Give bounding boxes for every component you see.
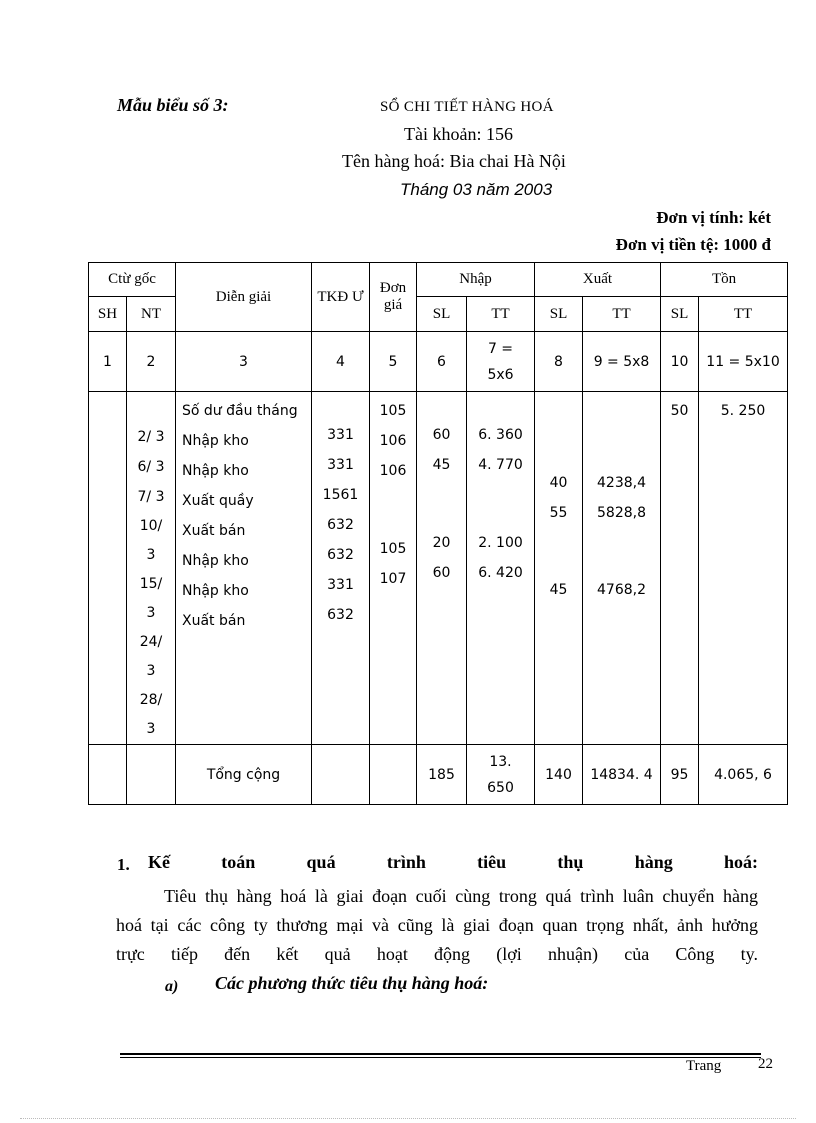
in-qty-entry: 20 (432, 535, 451, 551)
in-amount-entry: 4. 770 (478, 457, 523, 473)
total-empty-cell (89, 745, 127, 805)
account-entry: 632 (327, 517, 354, 533)
subsection-marker: a) (165, 978, 179, 995)
total-out-qty: 140 (535, 745, 583, 805)
sh-column (89, 392, 127, 745)
header-in-tt: TT (467, 297, 535, 332)
total-in-qty: 185 (417, 745, 467, 805)
description-entry: Xuất bán (182, 523, 246, 539)
price-entry: 105 (379, 541, 407, 557)
index-cell: 7 = 5x6 (467, 332, 535, 392)
paragraph-line: trực tiếp đến kết quả hoạt động (lợi nhuận) của Công ty. (116, 944, 758, 964)
price-column (370, 392, 417, 745)
page-bottom-dotted-line (20, 1118, 796, 1119)
price-entry: 107 (379, 571, 407, 587)
index-cell: 10 (661, 332, 699, 392)
price-entry: 106 (379, 463, 407, 479)
header-stock-tt: TT (699, 297, 788, 332)
date-entry: 28/ 3 (139, 692, 163, 737)
description-entry: Xuất quầy (182, 493, 254, 509)
goods-name-line: Tên hàng hoá: Bia chai Hà Nội (342, 151, 566, 171)
section-title: Kế toán quá trình tiêu thụ hàng hoá: (148, 852, 758, 872)
index-cell: 8 (535, 332, 583, 392)
account-entry: 1561 (322, 487, 359, 503)
paragraph-line: Tiêu thụ hàng hoá là giai đoạn cuối cùng trong quá trình luân chuyển hàng (164, 886, 758, 906)
out-qty-entry: 55 (549, 505, 568, 521)
out-qty-entry: 40 (549, 475, 568, 491)
in-qty-column (417, 392, 467, 745)
stock-amount-column (699, 392, 788, 745)
form-label: Mẫu biểu số 3: (117, 95, 229, 115)
period-line: Tháng 03 năm 2003 (400, 180, 553, 199)
index-cell: 3 (176, 332, 312, 392)
section-paragraph (116, 882, 758, 969)
description-entry: Nhập kho (182, 463, 249, 479)
header-out-tt: TT (583, 297, 661, 332)
header-description: Diễn giải (176, 263, 312, 332)
description-column (176, 392, 312, 745)
entries-row (89, 392, 788, 745)
out-qty-entry: 45 (549, 582, 568, 598)
currency-unit-line: Đơn vị tiền tệ: 1000 đ (615, 235, 771, 254)
account-entry: 331 (327, 457, 354, 473)
in-amount-entry: 6. 420 (478, 565, 523, 581)
index-cell: 2 (127, 332, 176, 392)
description-entry: Nhập kho (182, 433, 249, 449)
date-entry: 24/ 3 (139, 634, 163, 679)
out-amount-entry: 5828,8 (597, 505, 646, 521)
account-entry: 331 (327, 577, 354, 593)
description-entry: Nhập kho (182, 583, 249, 599)
index-cell: 1 (89, 332, 127, 392)
header-source-doc: Ctừ gốc (89, 263, 176, 297)
total-label: Tổng cộng (176, 745, 312, 805)
out-amount-entry: 4768,2 (597, 582, 646, 598)
header-out-sl: SL (535, 297, 583, 332)
in-qty-entry: 60 (432, 565, 451, 581)
account-entry: 632 (327, 607, 354, 623)
account-entry: 632 (327, 547, 354, 563)
date-column (127, 392, 176, 745)
index-cell: 5 (370, 332, 417, 392)
total-empty-cell (127, 745, 176, 805)
date-entry: 15/ 3 (139, 576, 163, 621)
header-stock-sl: SL (661, 297, 699, 332)
in-amount-entry: 2. 100 (478, 535, 523, 551)
total-stock-amount: 4.065, 6 (699, 745, 788, 805)
date-entry: 10/ 3 (139, 518, 163, 563)
total-empty-cell (312, 745, 370, 805)
index-cell: 4 (312, 332, 370, 392)
total-row (89, 745, 788, 805)
out-qty-column (535, 392, 583, 745)
date-entry: 6/ 3 (137, 459, 165, 475)
out-amount-column (583, 392, 661, 745)
total-stock-qty: 95 (661, 745, 699, 805)
ledger-table (88, 262, 788, 805)
header-out: Xuất (535, 263, 661, 297)
subsection-title: Các phương thức tiêu thụ hàng hoá: (215, 973, 489, 993)
description-entry: Xuất bán (182, 613, 246, 629)
date-entry: 2/ 3 (137, 429, 165, 445)
in-qty-entry: 45 (432, 457, 451, 473)
in-qty-entry: 60 (432, 427, 451, 443)
stock-qty-entry: 50 (670, 403, 689, 419)
account-line: Tài khoản: 156 (404, 124, 513, 144)
footer-rule (120, 1053, 761, 1055)
footer-rule-thin (120, 1057, 761, 1058)
index-cell: 11 = 5x10 (699, 332, 788, 392)
header-stock: Tồn (661, 263, 788, 297)
account-entry: 331 (327, 427, 354, 443)
footer-page-label: Trang (686, 1058, 722, 1074)
header-in-sl: SL (417, 297, 467, 332)
total-in-amount: 13. 650 (467, 745, 535, 805)
header-sh: SH (89, 297, 127, 332)
account-column (312, 392, 370, 745)
ledger-title: SỔ CHI TIẾT HÀNG HOÁ (380, 99, 554, 115)
footer-page-number: 22 (758, 1056, 773, 1072)
stock-qty-column (661, 392, 699, 745)
in-amount-column (467, 392, 535, 745)
description-entry: Số dư đầu tháng (182, 403, 298, 419)
unit-line: Đơn vị tính: két (656, 208, 771, 227)
in-amount-entry: 6. 360 (478, 427, 523, 443)
date-entry: 7/ 3 (137, 489, 165, 505)
header-unit-price: Đơn giá (370, 263, 417, 332)
index-cell: 9 = 5x8 (583, 332, 661, 392)
header-in: Nhập (417, 263, 535, 297)
paragraph-line: hoá tại các công ty thương mại và cũng là giai đoạn quan trọng nhất, ảnh hưởng (116, 915, 758, 935)
header-counter-account: TKĐ Ư (312, 263, 370, 332)
total-out-amount: 14834. 4 (583, 745, 661, 805)
description-entry: Nhập kho (182, 553, 249, 569)
index-row (89, 332, 788, 392)
section-number: 1. (117, 855, 130, 874)
total-empty-cell (370, 745, 417, 805)
header-nt: NT (127, 297, 176, 332)
out-amount-entry: 4238,4 (597, 475, 646, 491)
index-cell: 6 (417, 332, 467, 392)
price-entry: 106 (379, 433, 407, 449)
price-entry: 105 (379, 403, 407, 419)
stock-amount-entry: 5. 250 (720, 403, 766, 419)
